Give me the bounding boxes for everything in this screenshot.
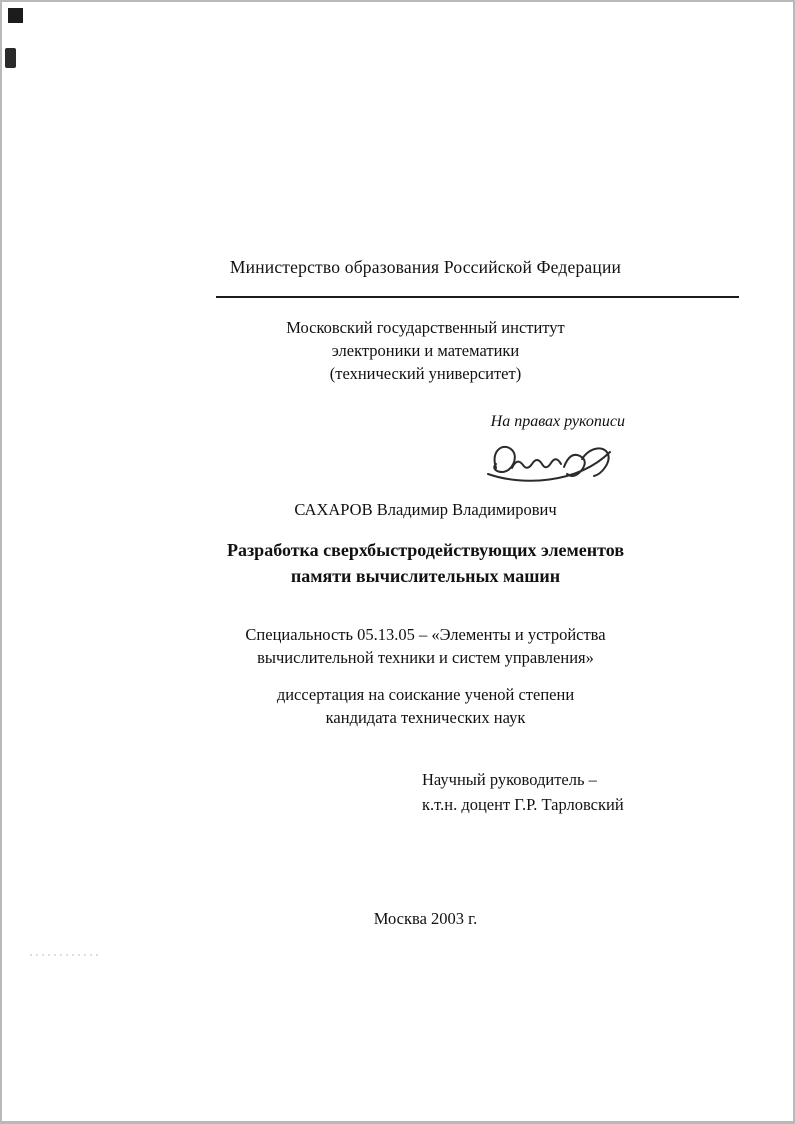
specialty-block: [58, 624, 793, 670]
degree-block: [58, 684, 793, 730]
scan-artifact-dots: [30, 954, 100, 956]
scan-artifact-corner: [8, 8, 23, 23]
signature-handwritten: [482, 434, 617, 492]
degree-line-1: диссертация на соискание ученой степени: [276, 685, 575, 704]
thesis-title-line-1: Разработка сверхбыстродействующих элементов: [226, 540, 625, 560]
manuscript-note: На правах рукописи: [490, 413, 625, 430]
scan-artifact-edge: [5, 48, 16, 68]
institute-line-1: Московский государственный институт: [286, 318, 565, 337]
institute-line-2: электроники и математики: [331, 340, 520, 360]
specialty-line-1: Специальность 05.13.05 – «Элементы и устройства: [245, 625, 606, 644]
author-name: САХАРОВ Владимир Владимирович: [294, 500, 557, 519]
thesis-title-line-2: памяти вычислительных машин: [290, 565, 561, 586]
advisor-block: [422, 768, 624, 818]
advisor-line-1: Научный руководитель –: [422, 770, 597, 789]
institute-line-3: (технический университет): [329, 363, 522, 383]
thesis-title: [58, 538, 793, 589]
specialty-line-2: вычислительной техники и систем управления»: [257, 647, 594, 667]
horizontal-rule: [216, 296, 739, 298]
advisor-line-2: к.т.н. доцент Г.Р. Тарловский: [422, 794, 624, 814]
ministry-line: Министерство образования Российской Федерации: [229, 257, 622, 277]
degree-line-2: кандидата технических наук: [325, 707, 526, 727]
footer-city-year: Москва 2003 г.: [373, 909, 478, 928]
institute-block: [58, 317, 793, 385]
